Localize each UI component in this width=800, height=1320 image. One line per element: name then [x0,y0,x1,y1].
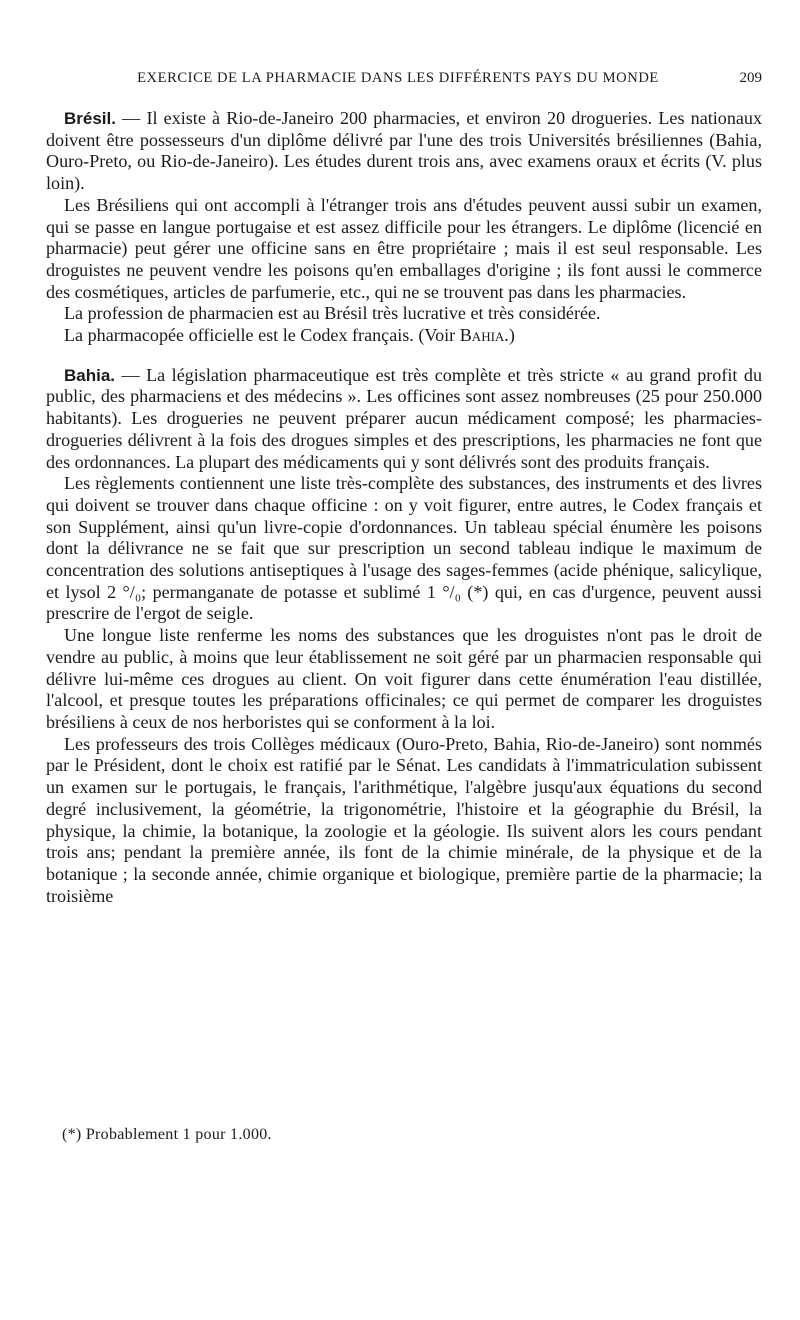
bresil-paragraph-4 [46,325,762,347]
bresil-paragraph-3: La profession de pharmacien est au Brésil très lucrative et très considérée. [64,303,601,324]
bresil-heading: Brésil. [64,109,116,128]
bahia-p1-text: La législation pharmaceutique est très complète et très stricte « au grand profit du public, des pharmaciens et des médecins ». Les officines sont assez nombreuses (25 pour 250.000 habitants). Les drogueries ne peuvent préparer aucun médicament composé; les pharmacies-drogueries délivrent à la fois des drogues simples et des prescriptions, les pharmacies ne font que des ordonnances. La plupart des médicaments qui y sont délivrés sont des produits français. [46,364,763,472]
bahia-heading: Bahia. [64,365,116,385]
bahia-paragraph-4: Les professeurs des trois Collèges médicaux (Ouro-Preto, Bahia, Rio-de-Janeiro) sont nommés par le Président, dont le choix est ratifié par le Sénat. Les candidats à l'immatriculation subissent un examen sur le portugais, le français, l'arithmétique, l'algèbre jusqu'aux équations du second degré inclusivement, la géométrie, la trigonométrie, l'histoire et la géographie du Brésil, la physique, la chimie, la botanique, la zoologie et la géologie. Ils suivent alors les cours pendant trois ans; pendant la première année, ils font de la chimie minérale, de la physique et de la botanique ; la seconde année, chimie organique et biologique, première partie de la pharmacie; la troisième [46,733,762,906]
page-number: 209 [739,70,762,86]
bahia-paragraph-1: Bahia. — La législation pharmaceutique est très complète et très stricte « au grand profit du public, des pharmaciens et des médecins ». Les officines sont assez nombreuses (25 pour 250.000 habitants). Les drogueries ne peuvent préparer aucun médicament composé; les pharmacies-drogueries délivrent à la fois des drogues simples et des prescriptions, les pharmacies ne font que des ordonnances. La plupart des médicaments qui y sont délivrés sont des produits français. [46,364,763,472]
bresil-p4-text: La pharmacopée officielle est le Codex français. (Voir [64,325,460,346]
page-body [46,70,762,907]
bresil-paragraph-2: Les Brésiliens qui ont accompli à l'étranger trois ans d'études peuvent aussi subir un examen, qui se passe en langue portugaise et est assez difficile pour les étrangers. Le diplôme (licencié en pharmacie) peut gérer une officine sans en être propriétaire ; mais il est seul responsable. Les droguistes ne peuvent vendre les poisons qu'en emballages d'origine ; ils font aussi le commerce des cosmétiques, articles de parfumerie, etc., qui ne se trouvent pas dans les pharmacies. [46,194,762,302]
bahia-paragraph-2: Les règlements contiennent une liste très-complète des substances, des instruments et des livres qui doivent se trouver dans chaque officine : on y voit figurer, entre autres, le Codex français et son Supplément, ainsi qu'un livre-copie d'ordonnances. Un tableau spécial énumère les poisons dont la délivrance ne se fait que sur prescription un second tableau indique le maximum de concentration des solutions antiseptiques à l'usage des sages-femmes (acide phénique, salicylique, et lysol 2 °/₀; permanganate de potasse et sublimé 1 °/₀ (*) qui, en cas d'urgence, peuvent aussi prescrire de l'ergot de seigle. [46,473,762,624]
bresil-paragraph-1: Brésil. — Il existe à Rio-de-Janeiro 200 pharmacies, et environ 20 drogueries. Les nationaux doivent être possesseurs d'un diplôme délivré par l'une des trois Universités brésiliennes (Bahia, Ouro-Preto, ou Rio-de-Janeiro). Les études durent trois ans, avec examens oraux et écrits (V. plus loin). [46,108,763,194]
bahia-cross-reference: Bahia [459,325,505,346]
bresil-p1-text: Il existe à Rio-de-Janeiro 200 pharmacies, et environ 20 drogueries. Les nationaux doivent être possesseurs d'un diplôme délivré par l'une des trois Universités brésiliennes (Bahia, Ouro-Preto, ou Rio-de-Janeiro). Les études durent trois ans, avec examens oraux et écrits (V. plus loin). [46,108,763,194]
bahia-paragraph-3: Une longue liste renferme les noms des substances que les droguistes n'ont pas le droit de vendre au public, à moins que leur établissement ne soit géré par un pharmacien responsable qui délivre lui-même ces drogues au client. On voit figurer dans cette énumération l'eau distillée, l'alcool, et presque toutes les préparations officinales; ce qui permet de comparer les droguistes brésiliens à ceux de nos herboristes qui se conforment à la loi. [46,625,762,732]
running-title: EXERCICE DE LA PHARMACIE DANS LES DIFFÉRENTS PAYS DU MONDE [137,70,659,86]
running-header [46,70,762,98]
bresil-p4-end: .) [504,325,515,346]
footnote: (*) Probablement 1 pour 1.000. [62,1126,272,1143]
